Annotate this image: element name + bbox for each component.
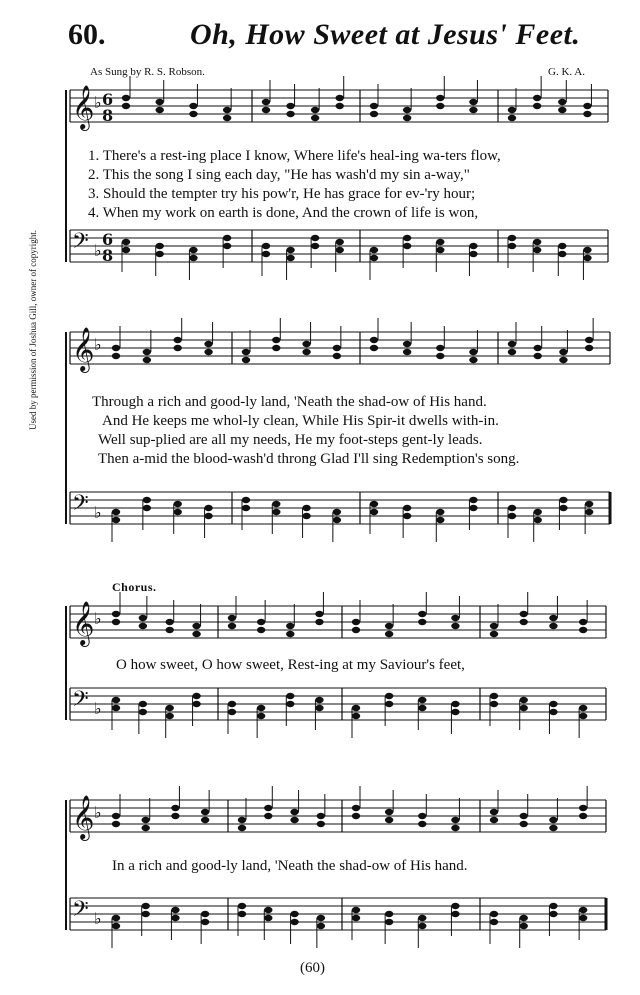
note-head <box>508 505 516 511</box>
note-head <box>257 713 265 719</box>
note-head <box>490 911 498 917</box>
note-head <box>174 501 182 507</box>
flat-icon: ♭ <box>94 335 102 354</box>
note-head <box>302 505 310 511</box>
flat-icon: ♭ <box>94 699 102 718</box>
note-head <box>579 915 587 921</box>
note-head <box>352 813 360 819</box>
note-head <box>302 341 310 347</box>
note-head <box>336 103 344 109</box>
note-head <box>264 915 272 921</box>
note-head <box>204 349 212 355</box>
note-head <box>579 805 587 811</box>
note-head <box>508 341 516 347</box>
note-head <box>520 821 528 827</box>
note-head <box>451 709 459 715</box>
note-head <box>352 627 360 633</box>
note-head <box>352 805 360 811</box>
hymn-title: Oh, How Sweet at Jesus' Feet. <box>190 18 581 51</box>
note-head <box>228 623 236 629</box>
note-head <box>451 701 459 707</box>
note-head <box>533 103 541 109</box>
note-head <box>174 345 182 351</box>
note-head <box>436 509 444 515</box>
note-head <box>558 107 566 113</box>
time-signature-bottom: 8 <box>102 246 114 265</box>
note-head <box>559 497 567 503</box>
note-head <box>469 349 477 355</box>
note-head <box>142 911 150 917</box>
note-head <box>403 513 411 519</box>
note-head <box>533 247 541 253</box>
note-head <box>436 239 444 245</box>
note-head <box>311 107 319 113</box>
note-head <box>262 99 270 105</box>
time-signature-top: 6 <box>102 230 114 249</box>
note-head <box>223 107 231 113</box>
note-head <box>385 701 393 707</box>
note-head <box>403 349 411 355</box>
note-head <box>549 709 557 715</box>
note-head <box>171 907 179 913</box>
verse-4-line-2: Then a-mid the blood-wash'd throng Glad I'll sing Redemption's song. <box>98 451 520 467</box>
note-head <box>370 247 378 253</box>
note-head <box>520 813 528 819</box>
verse-4-line-1: 4. When my work on earth is done, And the crown of life is won, <box>88 205 479 221</box>
note-head <box>286 623 294 629</box>
copyright-note: Used by permission of Joshua Gill, owner of copyright. <box>28 230 38 430</box>
note-head <box>352 619 360 625</box>
note-head <box>290 919 298 925</box>
note-head <box>385 693 393 699</box>
note-head <box>534 353 542 359</box>
note-head <box>112 619 120 625</box>
note-head <box>204 505 212 511</box>
chorus-line-2: In a rich and good-ly land, 'Neath the shad-ow of His hand. <box>112 858 468 874</box>
note-head <box>112 821 120 827</box>
note-head <box>520 705 528 711</box>
note-head <box>559 505 567 511</box>
note-head <box>257 705 265 711</box>
verse-1-line-1: 1. There's a rest-ing place I know, Where life's heal-ing wa-ters flow, <box>88 148 501 164</box>
note-head <box>370 345 378 351</box>
bass-clef-icon: 𝄢 <box>72 229 89 259</box>
note-head <box>370 509 378 515</box>
note-head <box>223 243 231 249</box>
note-head <box>189 247 197 253</box>
note-head <box>549 817 557 823</box>
note-head <box>385 809 393 815</box>
note-head <box>436 345 444 351</box>
note-head <box>451 911 459 917</box>
flat-icon: ♭ <box>94 609 102 628</box>
note-head <box>242 357 250 363</box>
note-head <box>558 243 566 249</box>
flat-icon: ♭ <box>94 503 102 522</box>
note-head <box>559 349 567 355</box>
note-head <box>238 911 246 917</box>
note-head <box>156 243 164 249</box>
note-head <box>189 103 197 109</box>
note-head <box>549 825 557 831</box>
verse-3-line-1: 3. Should the tempter try his pow'r, He has grace for ev-'ry hour; <box>88 186 476 202</box>
note-head <box>585 501 593 507</box>
note-head <box>508 107 516 113</box>
note-head <box>403 115 411 121</box>
note-head <box>204 513 212 519</box>
note-head <box>469 357 477 363</box>
note-head <box>385 911 393 917</box>
note-head <box>585 509 593 515</box>
note-head <box>436 95 444 101</box>
note-head <box>228 709 236 715</box>
note-head <box>238 817 246 823</box>
note-head <box>143 497 151 503</box>
note-head <box>508 349 516 355</box>
note-head <box>317 923 325 929</box>
composer-initials: G. K. A. <box>548 66 585 78</box>
note-head <box>286 693 294 699</box>
note-head <box>272 501 280 507</box>
note-head <box>436 353 444 359</box>
note-head <box>352 713 360 719</box>
note-head <box>143 349 151 355</box>
flat-icon: ♭ <box>94 93 102 112</box>
note-head <box>262 251 270 257</box>
note-head <box>174 509 182 515</box>
treble-clef-icon: 𝄞 <box>72 327 95 371</box>
note-head <box>508 243 516 249</box>
verse-2-line-1: 2. This the song I sing each day, "He has wash'd my sin a-way," <box>88 167 470 183</box>
note-head <box>139 709 147 715</box>
note-head <box>583 111 591 117</box>
note-head <box>201 911 209 917</box>
note-head <box>264 813 272 819</box>
note-head <box>262 107 270 113</box>
note-head <box>156 99 164 105</box>
note-head <box>469 107 477 113</box>
note-head <box>520 697 528 703</box>
note-head <box>122 95 130 101</box>
note-head <box>436 247 444 253</box>
note-head <box>264 907 272 913</box>
note-head <box>490 693 498 699</box>
note-head <box>583 247 591 253</box>
note-head <box>264 805 272 811</box>
note-head <box>508 115 516 121</box>
note-head <box>370 337 378 343</box>
note-head <box>290 911 298 917</box>
note-head <box>418 697 426 703</box>
note-head <box>112 915 120 921</box>
note-head <box>317 821 325 827</box>
note-head <box>156 107 164 113</box>
note-head <box>139 615 147 621</box>
note-head <box>370 255 378 261</box>
flat-icon: ♭ <box>94 909 102 928</box>
note-head <box>508 235 516 241</box>
note-head <box>122 247 130 253</box>
note-head <box>418 705 426 711</box>
note-head <box>192 693 200 699</box>
note-head <box>242 349 250 355</box>
note-head <box>333 345 341 351</box>
note-head <box>286 247 294 253</box>
note-head <box>385 631 393 637</box>
note-head <box>490 701 498 707</box>
note-head <box>352 705 360 711</box>
treble-clef-icon: 𝄞 <box>72 601 95 645</box>
note-head <box>257 627 265 633</box>
note-head <box>122 239 130 245</box>
note-head <box>112 517 120 523</box>
note-head <box>520 915 528 921</box>
note-head <box>112 813 120 819</box>
note-head <box>262 243 270 249</box>
note-head <box>451 623 459 629</box>
note-head <box>156 251 164 257</box>
flat-icon: ♭ <box>94 803 102 822</box>
note-head <box>403 341 411 347</box>
note-head <box>317 813 325 819</box>
note-head <box>418 915 426 921</box>
note-head <box>418 619 426 625</box>
note-head <box>508 513 516 519</box>
note-head <box>142 817 150 823</box>
note-head <box>171 813 179 819</box>
note-head <box>171 915 179 921</box>
note-head <box>336 95 344 101</box>
note-head <box>490 623 498 629</box>
note-head <box>139 623 147 629</box>
note-head <box>286 701 294 707</box>
note-head <box>370 111 378 117</box>
bass-clef-icon: 𝄢 <box>72 491 89 521</box>
note-head <box>520 611 528 617</box>
note-head <box>201 809 209 815</box>
note-head <box>317 915 325 921</box>
note-head <box>311 235 319 241</box>
note-head <box>534 345 542 351</box>
note-head <box>579 907 587 913</box>
note-head <box>112 923 120 929</box>
note-head <box>418 611 426 617</box>
note-head <box>469 251 477 257</box>
hymn-number: 60. <box>68 18 106 51</box>
note-head <box>166 713 174 719</box>
note-head <box>436 517 444 523</box>
time-signature-top: 6 <box>102 90 114 109</box>
note-head <box>286 631 294 637</box>
note-head <box>201 817 209 823</box>
note-head <box>585 337 593 343</box>
note-head <box>311 243 319 249</box>
note-head <box>549 701 557 707</box>
note-head <box>143 357 151 363</box>
note-head <box>549 911 557 917</box>
note-head <box>579 705 587 711</box>
note-head <box>469 505 477 511</box>
note-head <box>112 509 120 515</box>
chorus-label: Chorus. <box>112 580 157 594</box>
note-head <box>549 623 557 629</box>
time-signature-bottom: 8 <box>102 106 114 125</box>
note-head <box>579 619 587 625</box>
verse-3-line-2: Well sup-plied are all my needs, He my foot-steps gent-ly leads. <box>98 432 483 448</box>
note-head <box>112 611 120 617</box>
note-head <box>520 923 528 929</box>
note-head <box>558 251 566 257</box>
note-head <box>189 111 197 117</box>
note-head <box>112 705 120 711</box>
note-head <box>290 809 298 815</box>
note-head <box>451 825 459 831</box>
note-head <box>192 701 200 707</box>
performer-credit: As Sung by R. S. Robson. <box>90 66 205 78</box>
note-head <box>192 631 200 637</box>
chorus-line-1: O how sweet, O how sweet, Rest-ing at my Saviour's feet, <box>116 657 465 673</box>
note-head <box>418 923 426 929</box>
note-head <box>142 825 150 831</box>
note-head <box>228 701 236 707</box>
note-head <box>418 813 426 819</box>
note-head <box>451 615 459 621</box>
verse-2-line-2: And He keeps me whol-ly clean, While His Spir-it dwells with-in. <box>102 413 499 429</box>
note-head <box>166 705 174 711</box>
note-head <box>403 107 411 113</box>
note-head <box>272 509 280 515</box>
note-head <box>333 517 341 523</box>
note-head <box>451 817 459 823</box>
note-head <box>142 903 150 909</box>
note-head <box>336 239 344 245</box>
note-head <box>223 115 231 121</box>
note-head <box>238 903 246 909</box>
note-head <box>315 619 323 625</box>
note-head <box>549 903 557 909</box>
note-head <box>469 243 477 249</box>
note-head <box>418 821 426 827</box>
note-head <box>286 255 294 261</box>
flat-icon: ♭ <box>94 241 102 260</box>
note-head <box>549 615 557 621</box>
note-head <box>201 919 209 925</box>
note-head <box>370 103 378 109</box>
note-head <box>583 103 591 109</box>
treble-clef-icon: 𝄞 <box>72 795 95 839</box>
note-head <box>559 357 567 363</box>
note-head <box>112 353 120 359</box>
note-head <box>436 103 444 109</box>
note-head <box>139 701 147 707</box>
note-head <box>272 345 280 351</box>
note-head <box>311 115 319 121</box>
note-head <box>112 345 120 351</box>
note-head <box>302 513 310 519</box>
page-number: (60) <box>300 960 325 976</box>
note-head <box>469 99 477 105</box>
note-head <box>333 353 341 359</box>
note-head <box>112 697 120 703</box>
note-head <box>315 705 323 711</box>
note-head <box>558 99 566 105</box>
note-head <box>451 903 459 909</box>
note-head <box>272 337 280 343</box>
note-head <box>534 517 542 523</box>
note-head <box>315 697 323 703</box>
note-head <box>490 919 498 925</box>
note-head <box>585 345 593 351</box>
note-head <box>286 103 294 109</box>
note-head <box>166 619 174 625</box>
note-head <box>228 615 236 621</box>
note-head <box>352 907 360 913</box>
note-head <box>583 255 591 261</box>
note-head <box>143 505 151 511</box>
note-head <box>534 509 542 515</box>
note-head <box>490 817 498 823</box>
note-head <box>315 611 323 617</box>
note-head <box>242 505 250 511</box>
bass-clef-icon: 𝄢 <box>72 687 89 717</box>
note-head <box>122 103 130 109</box>
note-head <box>174 337 182 343</box>
note-head <box>490 631 498 637</box>
treble-clef-icon: 𝄞 <box>72 85 95 129</box>
note-head <box>385 817 393 823</box>
note-head <box>223 235 231 241</box>
note-head <box>286 111 294 117</box>
note-head <box>403 243 411 249</box>
note-head <box>166 627 174 633</box>
note-head <box>385 623 393 629</box>
note-head <box>579 627 587 633</box>
note-head <box>469 497 477 503</box>
note-head <box>336 247 344 253</box>
note-head <box>333 509 341 515</box>
note-head <box>171 805 179 811</box>
verse-1-line-2: Through a rich and good-ly land, 'Neath the shad-ow of His hand. <box>92 394 487 410</box>
note-head <box>238 825 246 831</box>
note-head <box>533 239 541 245</box>
note-head <box>579 713 587 719</box>
note-head <box>385 919 393 925</box>
note-head <box>533 95 541 101</box>
note-head <box>370 501 378 507</box>
note-head <box>189 255 197 261</box>
note-head <box>490 809 498 815</box>
note-head <box>520 619 528 625</box>
note-head <box>257 619 265 625</box>
note-head <box>352 915 360 921</box>
note-head <box>204 341 212 347</box>
bass-clef-icon: 𝄢 <box>72 897 89 927</box>
note-head <box>290 817 298 823</box>
note-head <box>302 349 310 355</box>
note-head <box>579 813 587 819</box>
note-head <box>242 497 250 503</box>
note-head <box>403 235 411 241</box>
note-head <box>192 623 200 629</box>
note-head <box>403 505 411 511</box>
